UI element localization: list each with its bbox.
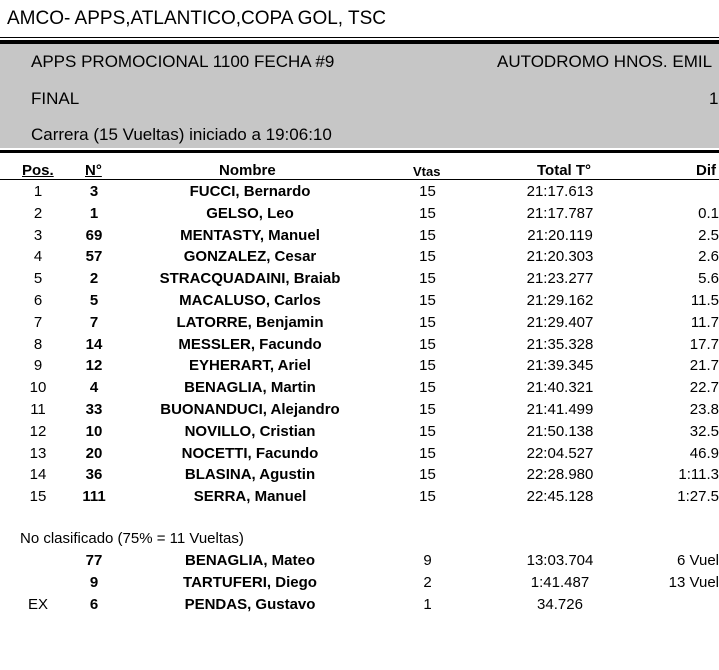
laps-cell: 15 (419, 291, 436, 309)
car-number-cell: 5 (89, 291, 99, 309)
total-time-cell: 22:28.980 (526, 466, 594, 484)
total-time-cell: 22:04.527 (526, 444, 594, 462)
driver-name-cell: BUONANDUCI, Alejandro (160, 400, 340, 418)
table-row (0, 181, 719, 203)
car-number-cell: 12 (85, 357, 103, 375)
position-cell: 6 (33, 291, 43, 309)
total-time-cell: 21:17.787 (526, 204, 594, 222)
car-number-cell: 33 (85, 400, 103, 418)
laps-cell: 15 (419, 466, 436, 484)
difference-cell: 1:11.3 (678, 466, 719, 484)
driver-name-cell: STRACQUADAINI, Braiab (159, 270, 341, 288)
position-cell: 15 (29, 488, 47, 506)
table-row (0, 334, 719, 356)
difference-cell: 2.6 (698, 248, 719, 266)
not-classified-table (0, 550, 719, 615)
col-laps: Vtas (413, 164, 441, 179)
car-number-cell: 6 (89, 595, 99, 613)
total-time-cell: 21:20.119 (527, 226, 593, 244)
difference-cell: 21.7 (689, 357, 719, 375)
car-number-cell: 14 (85, 335, 103, 353)
position-cell: 4 (33, 248, 43, 266)
driver-name-cell: FUCCI, Bernardo (189, 183, 311, 200)
laps-cell: 15 (419, 335, 436, 353)
laps-cell: 15 (419, 183, 436, 200)
driver-name-cell: PENDAS, Gustavo (184, 595, 316, 613)
car-number-cell: 3 (89, 183, 99, 200)
table-row (0, 572, 719, 594)
car-number-cell: 4 (89, 379, 99, 397)
col-name: Nombre (219, 162, 276, 179)
car-number-cell: 20 (85, 444, 103, 462)
laps-cell: 15 (419, 248, 436, 266)
table-row (0, 290, 719, 312)
difference-cell: 17.7 (689, 335, 719, 353)
driver-name-cell: BLASINA, Agustin (184, 466, 316, 484)
car-number-cell: 69 (85, 226, 103, 244)
position-cell: 9 (33, 357, 43, 375)
table-row (0, 399, 719, 421)
driver-name-cell: MACALUSO, Carlos (179, 291, 321, 309)
table-row (0, 377, 719, 399)
col-diff: Dif (696, 162, 716, 179)
difference-cell: 6 Vuel (677, 552, 719, 569)
table-row (0, 443, 719, 465)
driver-name-cell: NOVILLO, Cristian (184, 422, 316, 440)
total-time-cell: 21:41.499 (526, 400, 594, 418)
laps-cell: 1 (423, 595, 432, 613)
car-number-cell: 2 (89, 270, 99, 288)
car-number-cell: 10 (85, 422, 103, 440)
event-name: APPS PROMOCIONAL 1100 FECHA #9 (31, 52, 335, 71)
laps-cell: 15 (419, 379, 436, 397)
car-number-cell: 7 (89, 313, 99, 331)
laps-cell: 9 (423, 552, 432, 569)
laps-cell: 15 (419, 313, 436, 331)
driver-name-cell: BENAGLIA, Mateo (184, 552, 315, 569)
column-headers (0, 150, 719, 180)
difference-cell: 11.7 (690, 313, 719, 331)
car-number-cell: 9 (89, 573, 99, 591)
driver-name-cell: LATORRE, Benjamin (176, 313, 324, 331)
laps-cell: 15 (419, 270, 436, 288)
total-time-cell: 1:41.487 (530, 573, 590, 591)
table-row (0, 268, 719, 290)
total-time-cell: 34.726 (537, 595, 583, 613)
total-time-cell: 22:45.128 (526, 488, 594, 506)
session-name: FINAL (31, 89, 80, 108)
driver-name-cell: GONZALEZ, Cesar (183, 248, 317, 266)
driver-name-cell: NOCETTI, Facundo (181, 444, 319, 462)
table-row (0, 355, 719, 377)
results-table (0, 181, 719, 508)
total-time-cell: 21:20.303 (526, 248, 594, 266)
table-row (0, 312, 719, 334)
difference-cell: 2.5 (698, 226, 719, 244)
series-title: AMCO- APPS,ATLANTICO,COPA GOL, TSC (0, 0, 719, 38)
position-cell: 3 (33, 226, 43, 244)
driver-name-cell: EYHERART, Ariel (189, 357, 311, 375)
total-time-cell: 21:40.321 (526, 379, 594, 397)
total-time-cell: 21:23.277 (526, 270, 594, 288)
difference-cell: 0.1 (698, 204, 719, 222)
laps-cell: 2 (423, 573, 432, 591)
col-num: N° (85, 162, 102, 179)
laps-cell: 15 (419, 400, 436, 418)
difference-cell: 13 Vuel (668, 573, 719, 591)
total-time-cell: 21:29.407 (526, 313, 594, 331)
driver-name-cell: SERRA, Manuel (193, 488, 307, 506)
total-time-cell: 21:39.345 (526, 357, 594, 375)
session-right-value: 1 (709, 89, 719, 108)
car-number-cell: 57 (85, 248, 103, 266)
laps-cell: 15 (419, 204, 436, 222)
table-row (0, 246, 719, 268)
table-row (0, 550, 719, 572)
car-number-cell: 1 (89, 204, 99, 222)
position-cell: 13 (29, 444, 47, 462)
table-row (0, 594, 719, 616)
difference-cell: 11.5 (690, 291, 719, 309)
laps-cell: 15 (419, 357, 436, 375)
car-number-cell: 111 (82, 488, 106, 506)
table-row (0, 464, 719, 486)
position-cell: 2 (33, 204, 43, 222)
table-row (0, 421, 719, 443)
driver-name-cell: GELSO, Leo (206, 204, 294, 222)
race-info: Carrera (15 Vueltas) iniciado a 19:06:10 (31, 125, 332, 144)
table-row (0, 486, 719, 508)
not-classified-label: No clasificado (75% = 11 Vueltas) (20, 530, 244, 547)
position-cell: 7 (33, 313, 43, 331)
position-cell: 1 (33, 183, 43, 200)
total-time-cell: 21:17.613 (526, 183, 594, 200)
car-number-cell: 36 (85, 466, 103, 484)
table-row (0, 225, 719, 247)
position-cell: 11 (30, 400, 46, 418)
position-cell: 12 (29, 422, 47, 440)
col-total: Total T° (537, 162, 592, 179)
difference-cell: 23.8 (689, 400, 719, 418)
driver-name-cell: TARTUFERI, Diego (183, 573, 317, 591)
event-header (0, 40, 719, 148)
car-number-cell: 77 (85, 552, 103, 569)
total-time-cell: 13:03.704 (526, 552, 594, 569)
position-cell: 8 (33, 335, 43, 353)
position-cell: EX (27, 595, 48, 613)
venue-name: AUTODROMO HNOS. EMIL (497, 52, 713, 71)
position-cell: 14 (29, 466, 47, 484)
laps-cell: 15 (419, 488, 436, 506)
laps-cell: 15 (419, 226, 436, 244)
laps-cell: 15 (419, 444, 436, 462)
total-time-cell: 21:29.162 (526, 291, 594, 309)
col-pos: Pos. (22, 162, 54, 179)
difference-cell: 1:27.5 (677, 488, 719, 506)
driver-name-cell: BENAGLIA, Martin (184, 379, 316, 397)
position-cell: 10 (29, 379, 47, 397)
driver-name-cell: MESSLER, Facundo (178, 335, 322, 353)
table-row (0, 203, 719, 225)
laps-cell: 15 (419, 422, 436, 440)
difference-cell: 22.7 (689, 379, 719, 397)
total-time-cell: 21:35.328 (526, 335, 594, 353)
driver-name-cell: MENTASTY, Manuel (180, 226, 320, 244)
total-time-cell: 21:50.138 (526, 422, 594, 440)
difference-cell: 32.5 (689, 422, 719, 440)
difference-cell: 5.6 (698, 270, 719, 288)
position-cell: 5 (33, 270, 43, 288)
difference-cell: 46.9 (689, 444, 719, 462)
